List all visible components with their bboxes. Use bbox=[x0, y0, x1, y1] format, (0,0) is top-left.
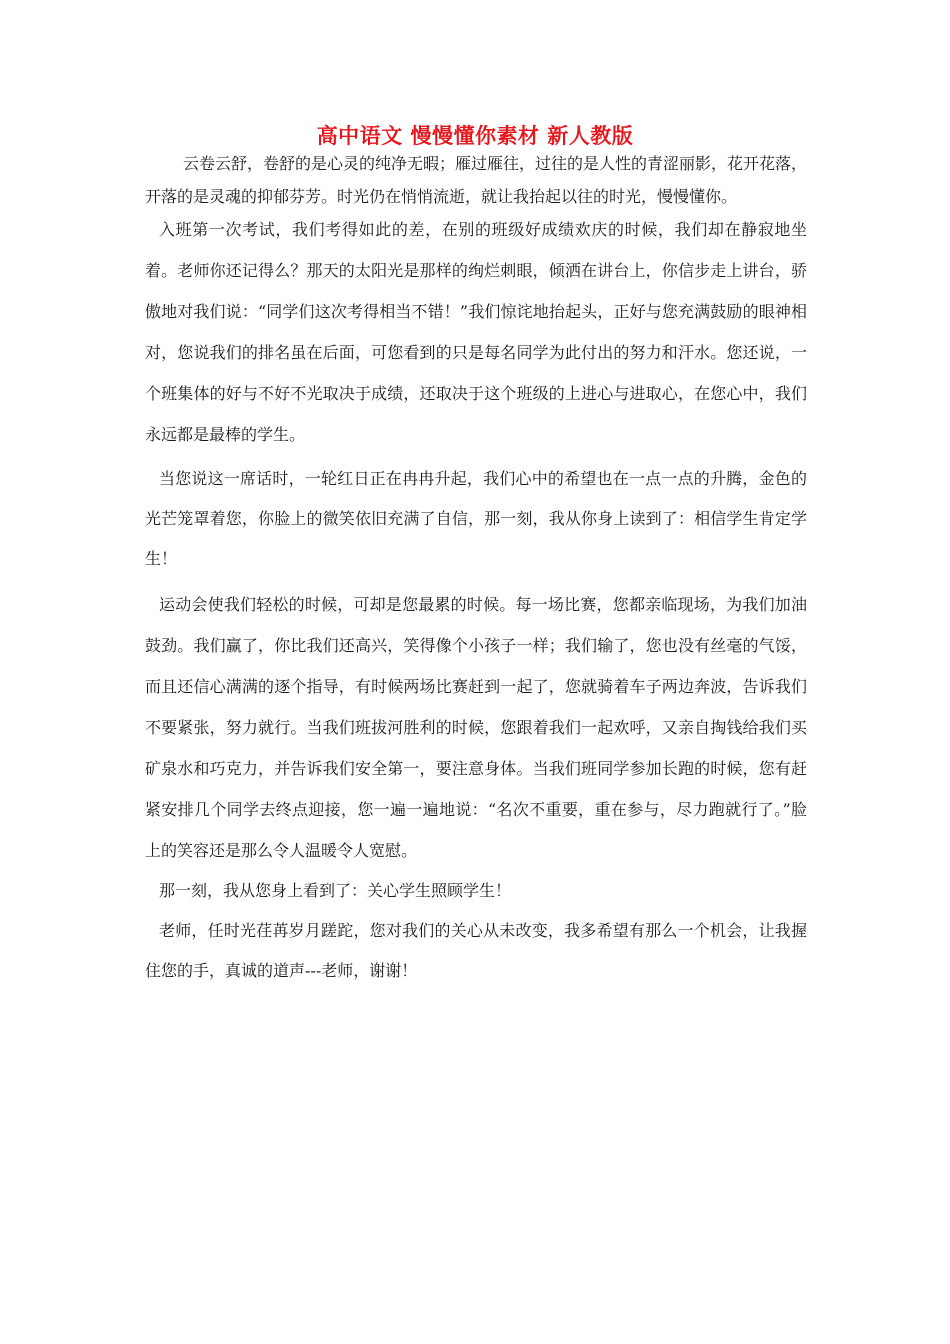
document-title: 高中语文 慢慢懂你素材 新人教版 bbox=[316, 124, 634, 148]
paragraph-1: 云卷云舒，卷舒的是心灵的纯净无暇；雁过雁往，过往的是人性的青涩丽影，花开花落，开落的是灵魂的抑郁芬芳。时光仍在悄悄流逝，就让我抬起以往的时光，慢慢懂你。 bbox=[145, 154, 808, 206]
paragraph-4: 运动会使我们轻松的时候，可却是您最累的时候。每一场比赛，您都亲临现场，为我们加油鼓劲。我们赢了，你比我们还高兴，笑得像个小孩子一样；我们输了，您也没有丝毫的气馁，而且还信心满满的逐个指导，有时候两场比赛赶到一起了，您就骑着车子两边奔波，告诉我们不要紧张，努力就行。当我们班拔河胜利的时候，您跟着我们一起欢呼，又亲自掏钱给我们买矿泉水和巧克力，并告诉我们安全第一，要注意身体。当我们班同学参加长跑的时候，您有赶紧安排几个同学去终点迎接，您一遍一遍地说：“名次不重要，重在参与，尽力跑就行了。”脸上的笑容还是那么令人温暖令人宽慰。 bbox=[145, 595, 807, 860]
paragraph-5: 那一刻，我从您身上看到了：关心学生照顾学生！ bbox=[159, 881, 512, 900]
paragraph-3: 当您说这一席话时，一轮红日正在冉冉升起，我们心中的希望也在一点一点的升腾，金色的光芒笼罩着您，你脸上的微笑依旧充满了自信，那一刻，我从你身上读到了：相信学生肯定学生！ bbox=[145, 469, 807, 568]
paragraph-6: 老师，任时光荏苒岁月蹉跎，您对我们的关心从未改变，我多希望有那么一个机会，让我握住您的手，真诚的道声---老师，谢谢！ bbox=[145, 921, 807, 980]
paragraph-2: 入班第一次考试，我们考得如此的差，在别的班级好成绩欢庆的时候，我们却在静寂地坐着。老师你还记得么？那天的太阳光是那样的绚烂刺眼，倾洒在讲台上，你信步走上讲台，骄傲地对我们说：“同学们这次考得相当不错！”我们惊诧地抬起头，正好与您充满鼓励的眼神相对，您说我们的排名虽在后面，可您看到的只是每名同学为此付出的努力和汗水。您还说，一个班集体的好与不好不光取决于成绩，还取决于这个班级的上进心与进取心，在您心中，我们永远都是最棒的学生。 bbox=[145, 220, 807, 444]
document-body bbox=[145, 147, 807, 991]
